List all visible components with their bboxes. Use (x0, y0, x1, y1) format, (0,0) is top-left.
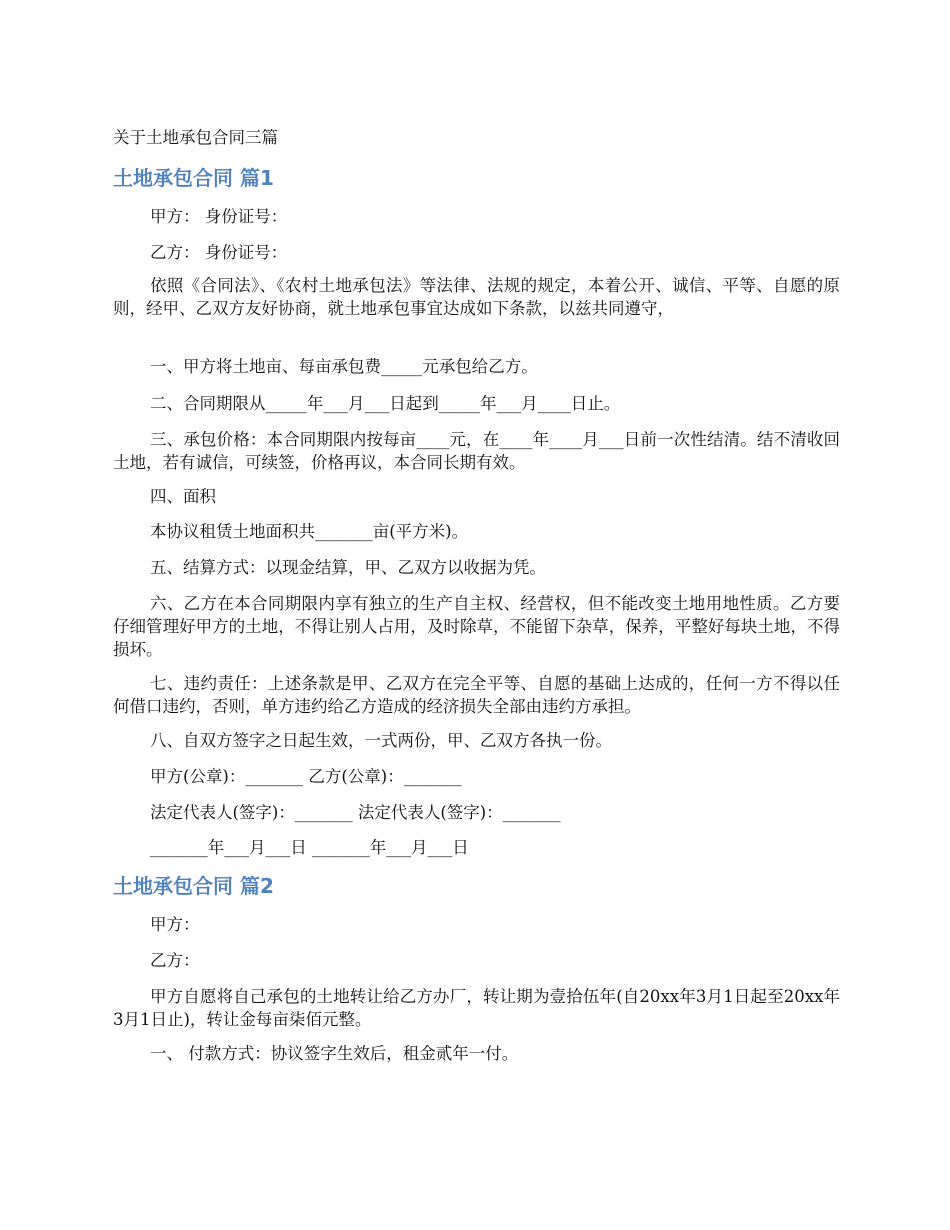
seal-line: 甲方(公章)：_______ 乙方(公章)：_______ (150, 767, 462, 786)
date-line: _______年___月___日 _______年___月___日 (150, 838, 469, 857)
party-a-line: 甲方： 身份证号： (150, 207, 288, 226)
clause-4-heading: 四、面积 (150, 487, 216, 506)
payment-clause: 一、 付款方式：协议签字生效后，租金贰年一付。 (150, 1044, 519, 1063)
clause-3: 三、承包价格：本合同期限内按每亩____元，在____年____月___日前一次性结清。结不清收回土地，若有诚信，可续签，价格再议，本合同长期有效。 (113, 430, 840, 472)
clause-7: 七、违约责任：上述条款是甲、乙双方在完全平等、自愿的基础上达成的，任何一方不得以任何借口违约，否则，单方违约给乙方造成的经济损失全部由违约方承担。 (113, 674, 840, 716)
clause-1: 一、甲方将土地亩、每亩承包费_____元承包给乙方。 (150, 357, 538, 376)
document-title: 关于土地承包合同三篇 (113, 128, 278, 147)
party-a-line-2: 甲方： (150, 915, 200, 934)
document-page (113, 0, 840, 1230)
clause-6: 六、乙方在本合同期限内享有独立的生产自主权、经营权，但不能改变土地用地性质。乙方要仔细管理好甲方的土地，不得让别人占用，及时除草，不能留下杂草，保养，平整好每块土地，不得损坏。 (113, 594, 840, 659)
section-heading-1: 土地承包合同 篇1 (113, 166, 274, 190)
party-b-line: 乙方： 身份证号： (150, 243, 288, 262)
signature-line: 法定代表人(签字)：_______ 法定代表人(签字)：_______ (150, 803, 561, 822)
area-paragraph: 本协议租赁土地面积共_______亩(平方米)。 (150, 522, 469, 541)
transfer-paragraph: 甲方自愿将自己承包的土地转让给乙方办厂，转让期为壹拾伍年(自20xx年3月1日起至20xx年3月1日止)，转让金每亩柒佰元整。 (113, 987, 840, 1029)
section-heading-2: 土地承包合同 篇2 (113, 874, 274, 898)
clause-5: 五、结算方式：以现金结算，甲、乙双方以收据为凭。 (150, 558, 546, 577)
party-b-line-2: 乙方： (150, 951, 200, 970)
preamble-paragraph: 依照《合同法》、《农村土地承包法》等法律、法规的规定，本着公开、诚信、平等、自愿的原则，经甲、乙双方友好协商，就土地承包事宜达成如下条款，以兹共同遵守， (113, 276, 840, 318)
clause-8: 八、自双方签字之日起生效，一式两份，甲、乙双方各执一份。 (150, 731, 612, 750)
clause-2: 二、合同期限从_____年___月___日起到_____年___月____日止。 (150, 394, 621, 413)
